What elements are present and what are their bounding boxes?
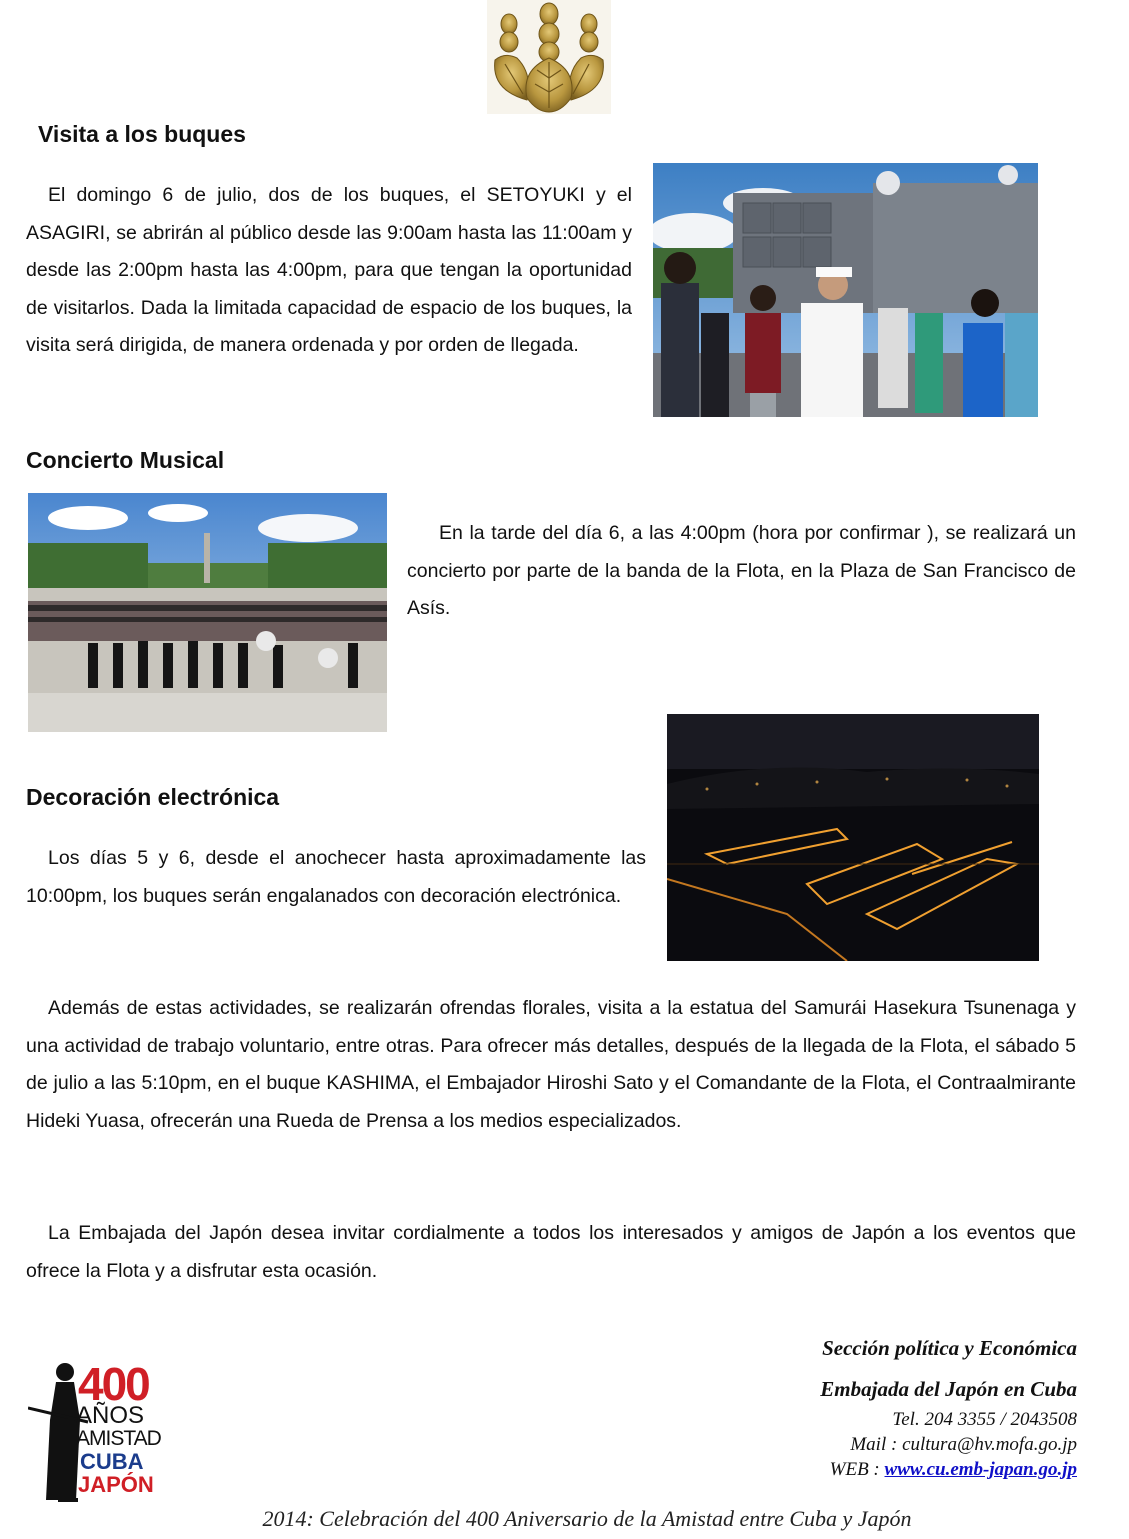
section-title-buques: Visita a los buques bbox=[38, 121, 246, 147]
contact-block bbox=[820, 1333, 1077, 1482]
logo-line3: CUBA bbox=[80, 1449, 144, 1474]
anniversary-logo bbox=[28, 1360, 168, 1504]
logo-line4: JAPÓN bbox=[78, 1472, 154, 1497]
logo-number: 400 bbox=[78, 1358, 149, 1410]
paragraph-invitacion: La Embajada del Japón desea invitar cordialmente a todos los interesados y amigos de Japón a los eventos que ofrece la Flota y a disfrutar esta ocasión. bbox=[26, 1222, 1076, 1282]
footer-embassy: Embajada del Japón en Cuba bbox=[820, 1377, 1077, 1401]
paulownia-crest-icon bbox=[487, 0, 611, 114]
footer-tel: Tel. 204 3355 / 2043508 bbox=[892, 1409, 1077, 1430]
section-body-concierto: En la tarde del día 6, a las 4:00pm (hora por confirmar ), se realizará un concierto por parte de la banda de la Flota, en la Plaza de San Francisco de Asís. bbox=[407, 522, 1076, 619]
section-body-buques: El domingo 6 de julio, dos de los buques, el SETOYUKI y el ASAGIRI, se abrirán al público desde las 9:00am hasta las 11:00am y desde las 2:00pm hasta las 4:00pm, para que tengan la oportunidad de visitarlos. Dada la limitada capacidad de espacio de los buques, la visita será dirigida, de manera ordenada y por orden de llegada. bbox=[26, 184, 632, 356]
section-body-decoracion: Los días 5 y 6, desde el anochecer hasta aproximadamente las 10:00pm, los buques serán engalanados con decoración electrónica. bbox=[26, 847, 646, 907]
footer-web bbox=[820, 1457, 1077, 1482]
footer-web-label: WEB : bbox=[829, 1459, 885, 1480]
section-title-concierto: Concierto Musical bbox=[26, 447, 225, 473]
logo-line1: AÑOS bbox=[76, 1402, 145, 1429]
anniversary-caption: 2014: Celebración del 400 Aniversario de la Amistad entre Cuba y Japón bbox=[262, 1506, 912, 1531]
footer-section-name: Sección política y Económica bbox=[822, 1336, 1077, 1360]
footer-mail: Mail : cultura@hv.mofa.go.jp bbox=[850, 1434, 1077, 1455]
night-illumination-photo bbox=[667, 714, 1039, 961]
paragraph-actividades: Además de estas actividades, se realizarán ofrendas florales, visita a la estatua del Samurái Hasekura Tsunenaga y una actividad de trabajo voluntario, entre otras. Para ofrecer más detalles, después de la llegada de la Flota, el sábado 5 de julio a las 5:10pm, en el buque KASHIMA, el Embajador Hiroshi Sato y el Comandante de la Flota, el Contraalmirante Hideki Yuasa, ofrecerán una Rueda de Prensa a los medios especializados. bbox=[26, 997, 1076, 1132]
embassy-website-link[interactable]: www.cu.emb-japan.go.jp bbox=[884, 1459, 1077, 1480]
concert-photo bbox=[28, 493, 387, 732]
ship-visit-photo bbox=[653, 163, 1038, 417]
logo-line2: AMISTAD bbox=[76, 1427, 161, 1450]
section-title-decoracion: Decoración electrónica bbox=[26, 784, 280, 810]
